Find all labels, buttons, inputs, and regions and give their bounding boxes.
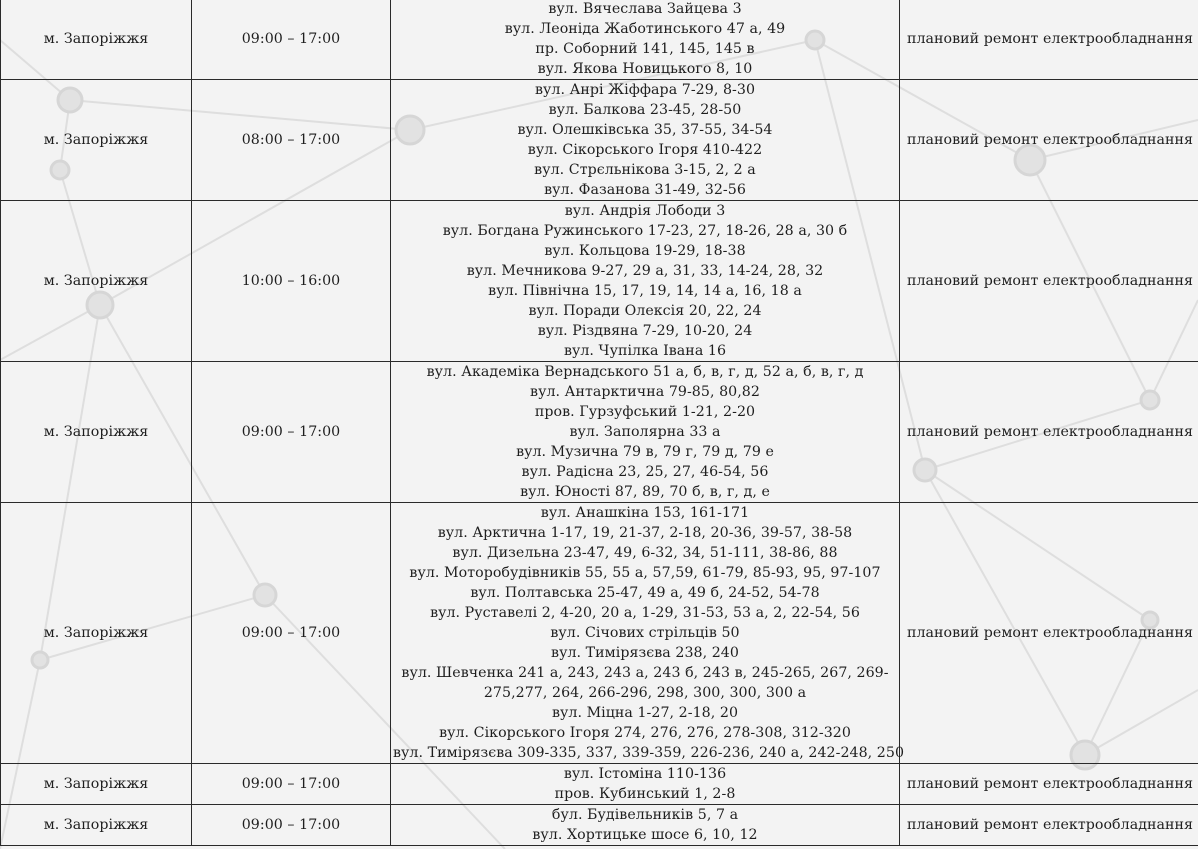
street-line: вул. Поради Олексія 20, 22, 24	[528, 303, 762, 319]
time-cell: 08:00 – 17:00	[192, 80, 391, 201]
street-line: вул. Анашкіна 153, 161-171	[540, 505, 750, 521]
streets-cell	[391, 201, 900, 362]
city-cell: м. Запоріжжя	[1, 764, 192, 805]
street-line: вул. Андрія Лободи 3	[564, 203, 726, 219]
street-line: вул. Істоміна 110-136	[563, 766, 727, 782]
city-cell: м. Запоріжжя	[1, 201, 192, 362]
street-line: вул. Радісна 23, 25, 27, 46-54, 56	[521, 464, 769, 480]
street-line: вул. Руставелі 2, 4-20, 20 а, 1-29, 31-53, 53 а, 2, 22-54, 56	[430, 605, 860, 621]
street-line: вул. Музична 79 в, 79 г, 79 д, 79 е	[516, 444, 774, 460]
street-line: вул. Юності 87, 89, 70 б, в, г, д, е	[520, 484, 770, 500]
reason-cell: плановий ремонт електрообладнання	[900, 805, 1198, 846]
street-line: вул. Сікорського Ігоря 410-422	[527, 142, 763, 158]
street-line: вул. Різдвяна 7-29, 10-20, 24	[537, 323, 753, 339]
table-row	[1, 805, 1198, 846]
street-line: пров. Гурзуфський 1-21, 2-20	[534, 404, 756, 420]
reason-cell: плановий ремонт електрообладнання	[900, 503, 1198, 764]
streets-cell	[391, 503, 905, 764]
table-row	[1, 503, 1198, 764]
street-line: вул. Заполярна 33 а	[569, 424, 721, 440]
street-line: вул. Міцна 1-27, 2-18, 20	[551, 705, 739, 721]
time-cell: 10:00 – 16:00	[192, 201, 391, 362]
city-cell: м. Запоріжжя	[1, 0, 192, 80]
streets-cell	[391, 805, 900, 846]
street-line: вул. Балкова 23-45, 28-50	[548, 102, 742, 118]
street-line: вул. Олешківська 35, 37-55, 34-54	[517, 122, 773, 138]
table-row	[1, 201, 1198, 362]
street-line: пров. Кубинський 1, 2-8	[554, 786, 736, 802]
street-line: вул. Анрі Жіффара 7-29, 8-30	[534, 82, 756, 98]
street-line: 275,277, 264, 266-296, 298, 300, 300, 300 а	[483, 685, 807, 701]
streets-cell	[391, 80, 900, 201]
street-line: вул. Моторобудівників 55, 55 а, 57,59, 61-79, 85-93, 95, 97-107	[409, 565, 881, 581]
street-line: вул. Січових стрільців 50	[550, 625, 740, 641]
reason-cell: плановий ремонт електрообладнання	[900, 362, 1198, 503]
street-line: вул. Сікорського Ігоря 274, 276, 276, 278-308, 312-320	[439, 725, 851, 741]
street-line: вул. Богдана Ружинського 17-23, 27, 18-26, 28 а, 30 б	[442, 223, 848, 239]
reason-cell: плановий ремонт електрообладнання	[900, 80, 1198, 201]
street-line: пр. Соборний 141, 145, 145 в	[535, 41, 755, 57]
time-cell: 09:00 – 17:00	[192, 0, 391, 80]
street-line: вул. Полтавська 25-47, 49 а, 49 б, 24-52, 54-78	[470, 585, 820, 601]
street-line: вул. Чупілка Івана 16	[563, 343, 727, 359]
streets-cell	[391, 0, 900, 80]
street-line: бул. Будівельників 5, 7 а	[551, 807, 739, 823]
street-line: вул. Тимірязєва 309-335, 337, 339-359, 226-236, 240 а, 242-248, 250	[393, 745, 905, 761]
street-line: вул. Вячеслава Зайцева 3	[548, 1, 742, 17]
table-row	[1, 0, 1198, 80]
reason-cell: плановий ремонт електрообладнання	[900, 201, 1198, 362]
city-cell: м. Запоріжжя	[1, 805, 192, 846]
table-row	[1, 764, 1198, 805]
reason-cell: плановий ремонт електрообладнання	[900, 0, 1198, 80]
time-cell: 09:00 – 17:00	[192, 805, 391, 846]
street-line: вул. Тимірязєва 238, 240	[551, 645, 739, 661]
table-row	[1, 362, 1198, 503]
street-line: вул. Шевченка 241 а, 243, 243 а, 243 б, 243 в, 245-265, 267, 269-	[401, 665, 889, 681]
street-line: вул. Фазанова 31-49, 32-56	[544, 182, 746, 198]
street-line: вул. Арктична 1-17, 19, 21-37, 2-18, 20-36, 39-57, 38-58	[437, 525, 853, 541]
street-line: вул. Стрєльнікова 3-15, 2, 2 а	[534, 162, 756, 178]
city-cell: м. Запоріжжя	[1, 503, 192, 764]
table-row	[1, 80, 1198, 201]
street-line: вул. Мечникова 9-27, 29 а, 31, 33, 14-24, 28, 32	[466, 263, 824, 279]
street-line: вул. Хортицьке шосе 6, 10, 12	[532, 827, 758, 843]
city-cell: м. Запоріжжя	[1, 80, 192, 201]
time-cell: 09:00 – 17:00	[192, 764, 391, 805]
street-line: вул. Академіка Вернадського 51 а, б, в, г, д, 52 а, б, в, г, д	[426, 364, 864, 380]
street-line: вул. Дизельна 23-47, 49, 6-32, 34, 51-111, 38-86, 88	[452, 545, 838, 561]
reason-cell: плановий ремонт електрообладнання	[900, 764, 1198, 805]
streets-cell	[391, 764, 900, 805]
streets-cell	[391, 362, 900, 503]
street-line: вул. Антарктична 79-85, 80,82	[530, 384, 760, 400]
time-cell: 09:00 – 17:00	[192, 503, 391, 764]
street-line: вул. Кольцова 19-29, 18-38	[544, 243, 746, 259]
time-cell: 09:00 – 17:00	[192, 362, 391, 503]
street-line: вул. Леоніда Жаботинського 47 а, 49	[504, 21, 786, 37]
city-cell: м. Запоріжжя	[1, 362, 192, 503]
street-line: вул. Північна 15, 17, 19, 14, 14 а, 16, 18 а	[488, 283, 802, 299]
street-line: вул. Якова Новицького 8, 10	[537, 61, 753, 77]
